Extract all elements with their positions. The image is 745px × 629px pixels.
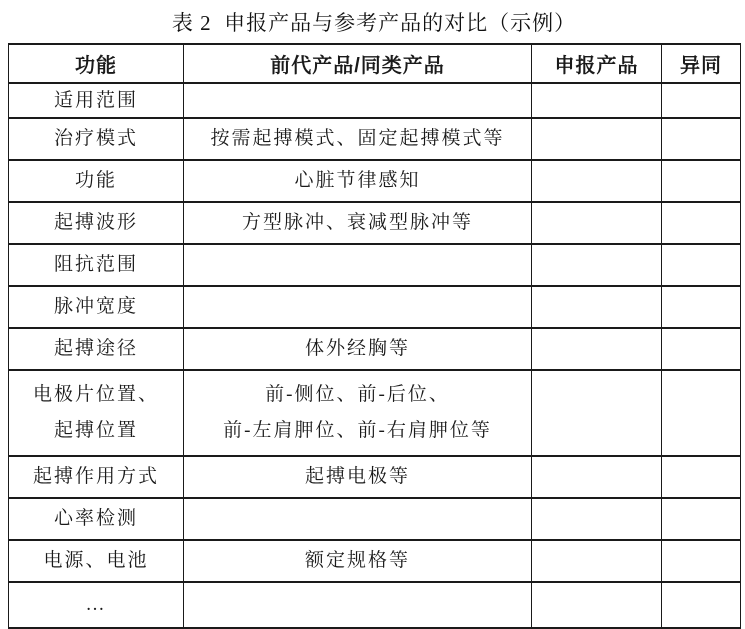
table-row [9, 582, 741, 628]
reference-product-cell: 体外经胸等 [184, 328, 532, 370]
feature-cell: … [9, 582, 184, 628]
feature-cell: 脉冲宽度 [9, 286, 184, 328]
difference-cell [662, 498, 741, 540]
table-row [9, 328, 741, 370]
declared-product-cell [532, 370, 662, 456]
difference-cell [662, 540, 741, 582]
declared-product-cell [532, 498, 662, 540]
feature-cell: 适用范围 [9, 83, 184, 118]
reference-product-cell: 方型脉冲、衰减型脉冲等 [184, 202, 532, 244]
reference-product-cell: 额定规格等 [184, 540, 532, 582]
table-row [9, 456, 741, 498]
feature-cell: 起搏波形 [9, 202, 184, 244]
declared-product-cell [532, 118, 662, 160]
difference-cell [662, 286, 741, 328]
feature-cell: 阻抗范围 [9, 244, 184, 286]
feature-cell: 电源、电池 [9, 540, 184, 582]
reference-product-cell [184, 498, 532, 540]
difference-cell [662, 160, 741, 202]
difference-cell [662, 582, 741, 628]
table-row [9, 83, 741, 118]
declared-product-cell [532, 328, 662, 370]
reference-product-cell [184, 582, 532, 628]
declared-product-cell [532, 83, 662, 118]
table-row [9, 244, 741, 286]
declared-product-cell [532, 202, 662, 244]
feature-cell: 治疗模式 [9, 118, 184, 160]
feature-cell: 心率检测 [9, 498, 184, 540]
comparison-table [8, 43, 741, 629]
declared-product-cell [532, 456, 662, 498]
declared-product-cell [532, 286, 662, 328]
feature-cell [9, 370, 184, 456]
difference-cell [662, 456, 741, 498]
reference-product-cell [184, 83, 532, 118]
header-reference-product: 前代产品/同类产品 [184, 44, 532, 83]
feature-cell: 起搏作用方式 [9, 456, 184, 498]
table-row [9, 202, 741, 244]
header-row [9, 44, 741, 83]
table-row [9, 160, 741, 202]
header-difference: 异同 [662, 44, 741, 83]
difference-cell [662, 370, 741, 456]
table-caption: 表 2 申报产品与参考产品的对比（示例） [171, 11, 577, 35]
table-row [9, 286, 741, 328]
declared-product-cell [532, 244, 662, 286]
table-row [9, 370, 741, 456]
difference-cell [662, 328, 741, 370]
reference-line-1: 前-侧位、前-后位、 [265, 384, 450, 405]
declared-product-cell [532, 582, 662, 628]
table-row [9, 118, 741, 160]
difference-cell [662, 202, 741, 244]
reference-product-cell [184, 370, 532, 456]
header-feature: 功能 [9, 44, 184, 83]
reference-product-cell: 心脏节律感知 [184, 160, 532, 202]
table-row [9, 498, 741, 540]
reference-product-cell [184, 286, 532, 328]
feature-line-1: 电极片位置、 [32, 384, 159, 405]
difference-cell [662, 118, 741, 160]
reference-product-cell: 起搏电极等 [184, 456, 532, 498]
feature-line-2: 起搏位置 [53, 420, 138, 441]
table-row [9, 540, 741, 582]
declared-product-cell [532, 160, 662, 202]
difference-cell [662, 83, 741, 118]
feature-cell: 起搏途径 [9, 328, 184, 370]
declared-product-cell [532, 540, 662, 582]
feature-cell: 功能 [9, 160, 184, 202]
reference-product-cell [184, 244, 532, 286]
reference-product-cell: 按需起搏模式、固定起搏模式等 [184, 118, 532, 160]
reference-line-2: 前-左肩胛位、前-右肩胛位等 [223, 420, 492, 441]
header-declared-product: 申报产品 [532, 44, 662, 83]
difference-cell [662, 244, 741, 286]
